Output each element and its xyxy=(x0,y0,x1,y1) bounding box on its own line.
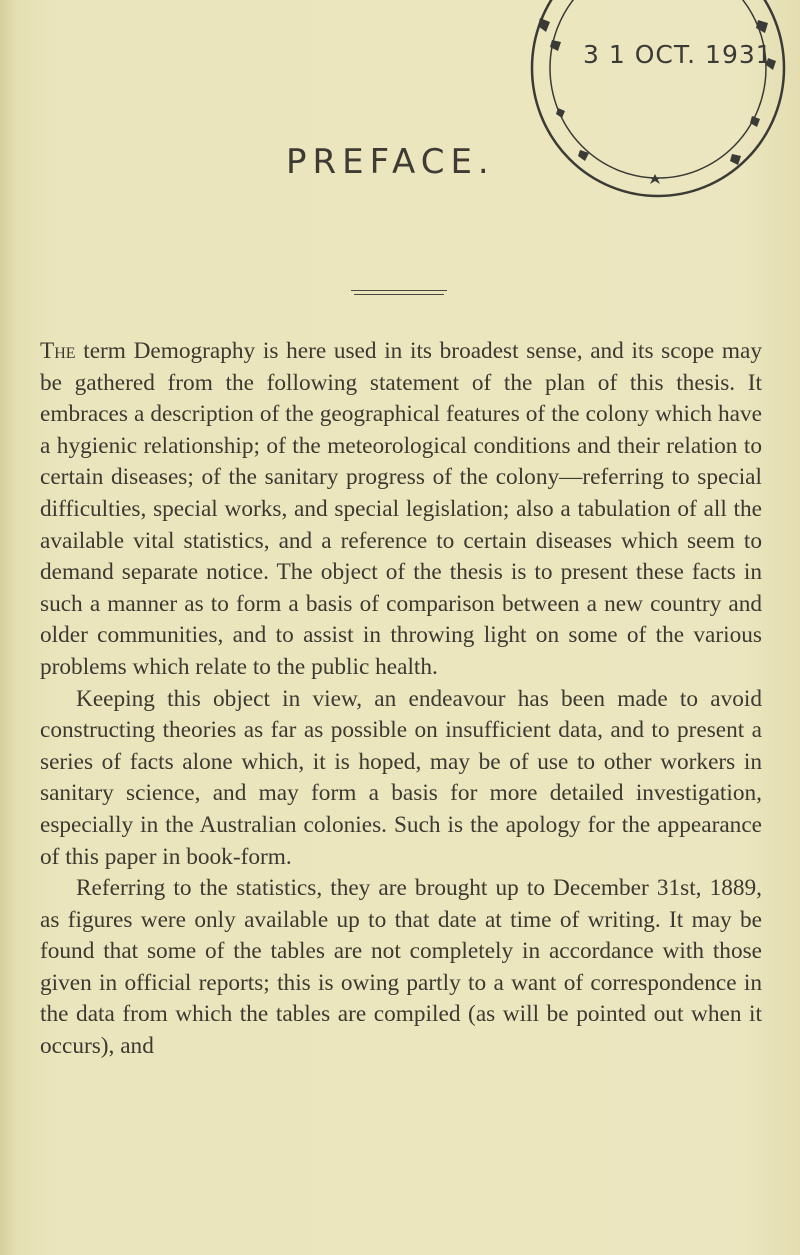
paragraph-1-text: term Demography is here used in its broadest sense, and its scope may be gathered from the following statement of the plan of this thesis. It embraces a description of the geographical features of the colony which have a hygienic relationship; of the meteorological conditions and their relation to certain diseases; of the sanitary progress of the colony—referring to special difficulties, special works, and special legislation; also a tabulation of all the available vital statistics, and a reference to certain diseases which seem to demand separate notice. The object of the thesis is to present these facts in such a manner as to form a basis of comparison between a new country and older communities, and to assist in throwing light on some of the various problems which relate to the public health. xyxy=(40,338,762,680)
preface-body xyxy=(40,336,762,1063)
title-rule-bottom xyxy=(354,294,444,295)
page-title: PREFACE. xyxy=(286,142,495,182)
paragraph-1-lead: The xyxy=(40,338,76,364)
paragraph-2: Keeping this object in view, an endeavour has been made to avoid constructing theories as far as possible on insufficient data, and to present a series of facts alone which, it is hoped, may be of use to other workers in sanitary science, and may form a basis for more detailed investigation, especially in the Australian colonies. Such is the apology for the appearance of this paper in book-form. xyxy=(40,685,762,870)
paragraph-1 xyxy=(40,336,762,684)
stamp-date: 3 1 OCT. 1931 xyxy=(583,40,773,69)
paragraph-3: Referring to the statistics, they are brought up to December 31st, 1889, as figures were only available up to that date at time of writing. It may be found that some of the tables are not completely in accordance with those given in official reports; this is owing partly to a want of correspondence in the data from which the tables are compiled (as will be pointed out when it occurs), and xyxy=(40,875,762,1060)
title-rule-top xyxy=(351,290,447,291)
library-stamp-icon xyxy=(500,0,800,220)
